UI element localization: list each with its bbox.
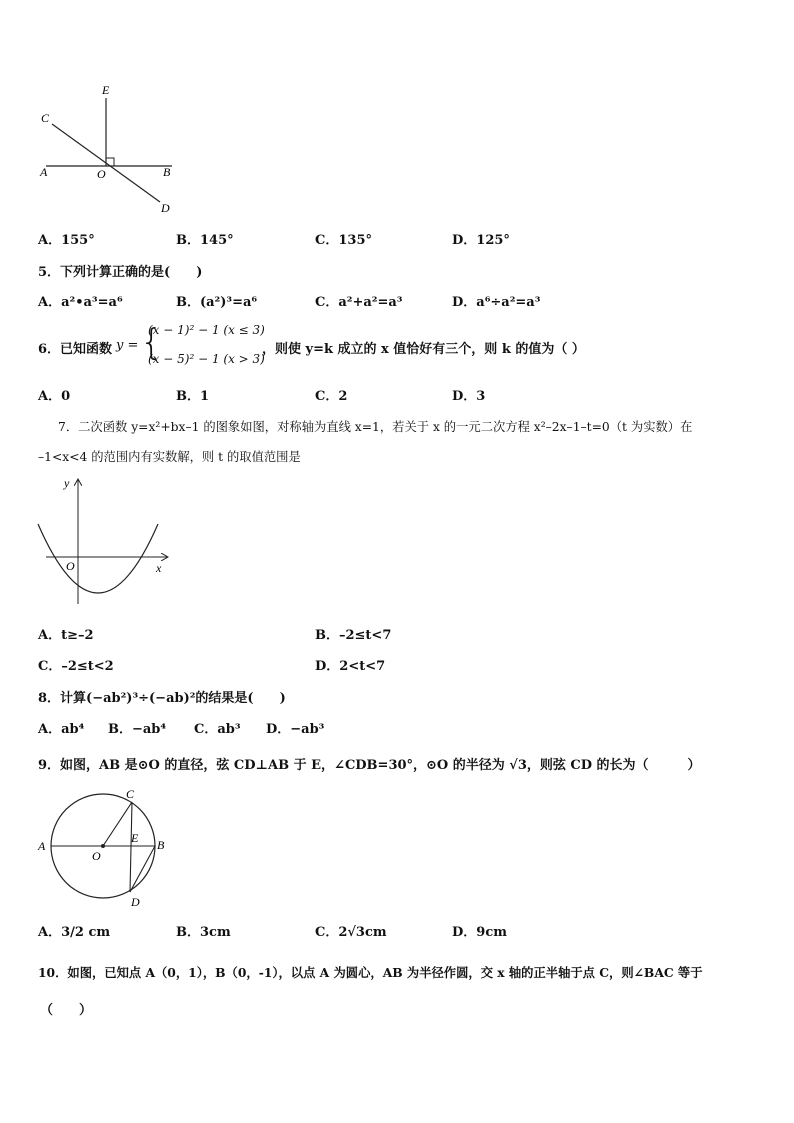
q6-stem-pre: 6．已知函数 [38,342,113,357]
q6-option-d: D．3 [452,389,486,404]
graph-label-O: O [66,559,75,573]
parabola-graph [30,472,180,612]
q4-option-c: C．135° [315,233,372,248]
q5-stem: 5．下列计算正确的是( ) [38,265,203,280]
right-angle-mark [106,158,114,166]
q4-option-b: B．145° [176,233,234,248]
q9-option-a: A．3/2 cm [38,925,111,940]
fig9-label-C: C [126,787,135,801]
q8-stem: 8．计算(−ab²)³÷(−ab)²的结果是( ) [38,691,286,706]
q10-stem: 10．如图，已知点 A（0，1），B（0，-1），以点 A 为圆心，AB 为半径作圆，交 x 轴的正半轴于点 C，则∠BAC 等于 [38,965,703,980]
fig9-label-E: E [131,831,139,845]
q6-piece-1: (x − 1)² − 1 (x ≤ 3) [148,323,265,337]
q5-option-b: B．(a²)³=a⁶ [176,295,258,310]
q5-option-a: A．a²•a³=a⁶ [38,295,123,310]
q6-option-c: C．2 [315,389,348,404]
q4-option-d: D．125° [452,233,510,248]
label-B: B [163,165,171,179]
q8-option-c: C．ab³ [194,722,241,737]
graph-label-y: y [64,476,70,490]
angle-figure [30,80,190,220]
chord-CD [130,802,132,892]
q6-option-a: A．0 [38,389,71,404]
q9-option-c: C．2√3cm [315,925,387,940]
q5-option-d: D．a⁶÷a²=a³ [452,295,541,310]
label-A: A [40,165,48,179]
segment-DB [130,846,155,892]
q4-option-a: A．155° [38,233,95,248]
q9-option-d: D．9cm [452,925,507,940]
q6-stem-post: ，则使 y=k 成立的 x 值恰好有三个，则 k 的值为（ ） [262,342,585,357]
label-O: O [97,167,106,181]
label-E: E [102,83,110,97]
center-dot [101,844,105,848]
fig9-label-B: B [157,838,165,852]
q9-option-b: B．3cm [176,925,231,940]
q8-option-d: D．−ab³ [266,722,325,737]
q7-stem-line1: 7．二次函数 y=x²+bx–1 的图象如图，对称轴为直线 x=1，若关于 x 的一元二次方程 x²–2x–1–t=0（t 为实数）在 [58,420,693,434]
q7-option-b: B．–2≤t<7 [315,628,392,643]
label-D: D [161,201,170,215]
circle-figure [30,785,180,915]
q8-option-b: B．−ab⁴ [108,722,167,737]
q8-option-a: A．ab⁴ [38,722,85,737]
fig9-label-A: A [38,839,46,853]
q7-stem-line2: –1<x<4 的范围内有实数解，则 t 的取值范围是 [38,450,301,464]
q7-option-a: A．t≥–2 [38,628,94,643]
q9-stem: 9．如图，AB 是⊙O 的直径，弦 CD⊥AB 于 E，∠CDB=30°，⊙O 的半径为 √3，则弦 CD 的长为（ ） [38,758,701,773]
segment-OC [103,802,132,846]
parabola-curve [38,524,158,593]
q10-stem-2: （ ） [40,1003,93,1018]
q6-option-b: B．1 [176,389,210,404]
q6-piece-2: (x − 5)² − 1 (x > 3) [148,352,265,366]
q6-func: y = [116,338,139,353]
fig9-label-D: D [131,895,140,909]
q5-option-c: C．a²+a²=a³ [315,295,403,310]
graph-label-x: x [156,561,162,575]
fig9-label-O: O [92,849,101,863]
q6-brace: { [140,322,163,363]
q7-option-d: D．2<t<7 [315,659,386,674]
label-C: C [41,111,50,125]
q7-option-c: C．–2≤t<2 [38,659,114,674]
